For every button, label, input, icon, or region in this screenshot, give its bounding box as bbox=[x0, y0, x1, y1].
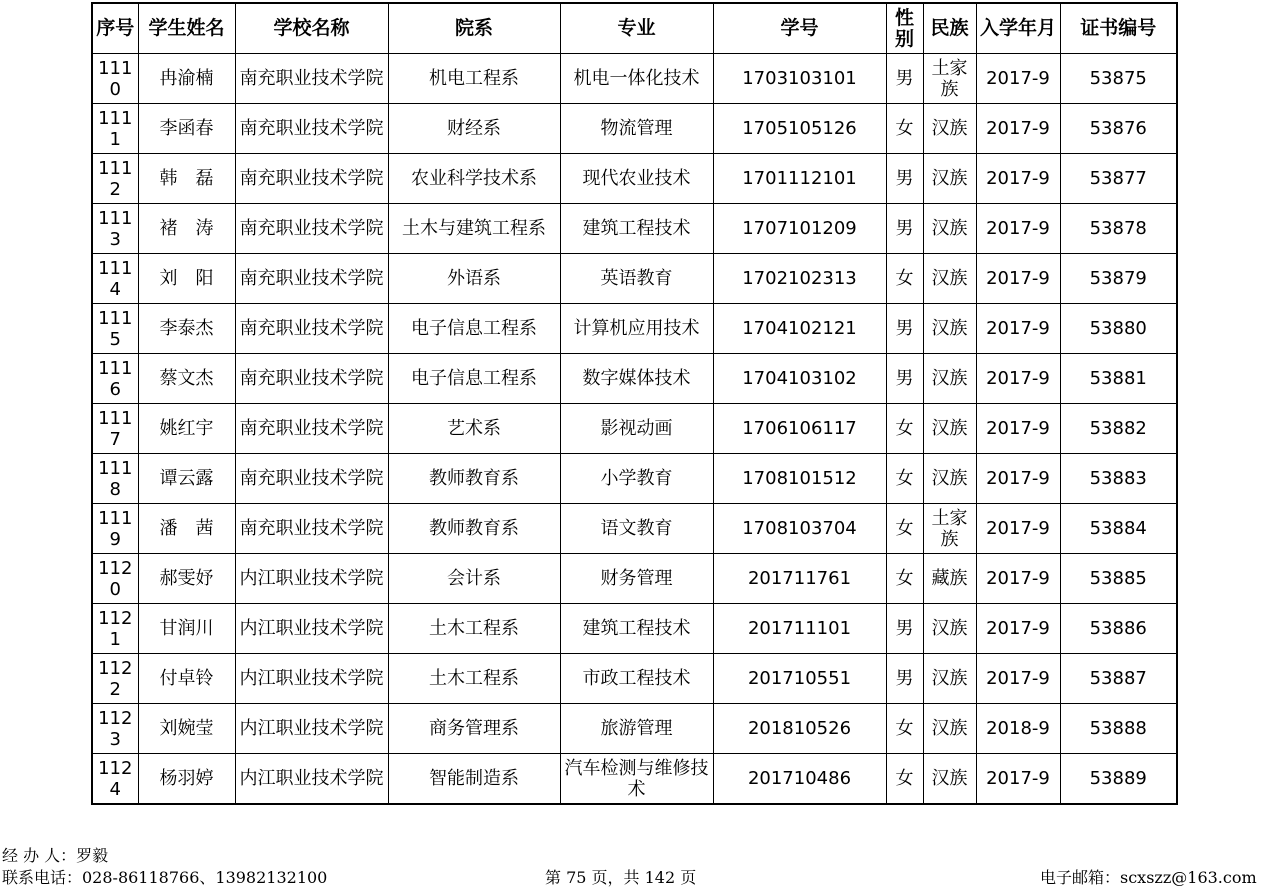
gender-cell: 女 bbox=[886, 554, 923, 604]
header-ethnicity: 民族 bbox=[923, 3, 976, 54]
header-department: 院系 bbox=[388, 3, 560, 54]
certificate-cell: 53881 bbox=[1060, 354, 1177, 404]
seq-cell: 1120 bbox=[92, 554, 138, 604]
certificate-cell: 53886 bbox=[1060, 604, 1177, 654]
ethnicity-cell: 汉族 bbox=[923, 454, 976, 504]
seq-cell: 1121 bbox=[92, 604, 138, 654]
major-cell: 财务管理 bbox=[560, 554, 713, 604]
name-cell: 杨羽婷 bbox=[138, 754, 235, 805]
certificate-cell: 53888 bbox=[1060, 704, 1177, 754]
table-body bbox=[92, 54, 1177, 805]
table-row bbox=[92, 104, 1177, 154]
major-cell: 建筑工程技术 bbox=[560, 604, 713, 654]
student-id-cell: 1704103102 bbox=[713, 354, 886, 404]
department-cell: 教师教育系 bbox=[388, 454, 560, 504]
school-cell: 南充职业技术学院 bbox=[235, 54, 388, 104]
major-cell: 机电一体化技术 bbox=[560, 54, 713, 104]
table-row bbox=[92, 304, 1177, 354]
major-cell: 物流管理 bbox=[560, 104, 713, 154]
gender-cell: 女 bbox=[886, 504, 923, 554]
certificate-cell: 53884 bbox=[1060, 504, 1177, 554]
student-id-cell: 201710551 bbox=[713, 654, 886, 704]
header-seq: 序号 bbox=[92, 3, 138, 54]
department-cell: 土木与建筑工程系 bbox=[388, 204, 560, 254]
header-major: 专业 bbox=[560, 3, 713, 54]
student-id-cell: 1701112101 bbox=[713, 154, 886, 204]
table-row bbox=[92, 204, 1177, 254]
seq-cell: 1119 bbox=[92, 504, 138, 554]
department-cell: 土木工程系 bbox=[388, 604, 560, 654]
ethnicity-cell: 汉族 bbox=[923, 154, 976, 204]
department-cell: 智能制造系 bbox=[388, 754, 560, 805]
school-cell: 南充职业技术学院 bbox=[235, 154, 388, 204]
seq-cell: 1123 bbox=[92, 704, 138, 754]
certificate-cell: 53883 bbox=[1060, 454, 1177, 504]
student-roster-table bbox=[91, 2, 1178, 805]
ethnicity-cell: 汉族 bbox=[923, 254, 976, 304]
major-cell: 英语教育 bbox=[560, 254, 713, 304]
enrollment-cell: 2017-9 bbox=[976, 354, 1060, 404]
gender-cell: 男 bbox=[886, 354, 923, 404]
student-id-cell: 201711761 bbox=[713, 554, 886, 604]
name-cell: 郝雯妤 bbox=[138, 554, 235, 604]
school-cell: 内江职业技术学院 bbox=[235, 604, 388, 654]
department-cell: 外语系 bbox=[388, 254, 560, 304]
seq-cell: 1110 bbox=[92, 54, 138, 104]
enrollment-cell: 2017-9 bbox=[976, 104, 1060, 154]
major-cell: 市政工程技术 bbox=[560, 654, 713, 704]
gender-cell: 男 bbox=[886, 204, 923, 254]
phone-text: 联系电话：028-86118766、13982132100 bbox=[2, 868, 328, 887]
table-row bbox=[92, 404, 1177, 454]
gender-cell: 男 bbox=[886, 654, 923, 704]
department-cell: 财经系 bbox=[388, 104, 560, 154]
name-cell: 谭云露 bbox=[138, 454, 235, 504]
seq-cell: 1117 bbox=[92, 404, 138, 454]
enrollment-cell: 2017-9 bbox=[976, 654, 1060, 704]
department-cell: 教师教育系 bbox=[388, 504, 560, 554]
student-id-cell: 201711101 bbox=[713, 604, 886, 654]
certificate-cell: 53889 bbox=[1060, 754, 1177, 805]
table-row bbox=[92, 254, 1177, 304]
name-cell: 姚红宇 bbox=[138, 404, 235, 454]
student-id-cell: 1703103101 bbox=[713, 54, 886, 104]
school-cell: 南充职业技术学院 bbox=[235, 104, 388, 154]
handler-text: 经 办 人：罗毅 bbox=[2, 846, 109, 865]
name-cell: 褚 涛 bbox=[138, 204, 235, 254]
header-enrollment: 入学年月 bbox=[976, 3, 1060, 54]
table-row bbox=[92, 754, 1177, 805]
ethnicity-cell: 汉族 bbox=[923, 204, 976, 254]
gender-cell: 女 bbox=[886, 104, 923, 154]
ethnicity-cell: 土家族 bbox=[923, 504, 976, 554]
enrollment-cell: 2017-9 bbox=[976, 604, 1060, 654]
department-cell: 电子信息工程系 bbox=[388, 304, 560, 354]
school-cell: 南充职业技术学院 bbox=[235, 454, 388, 504]
department-cell: 商务管理系 bbox=[388, 704, 560, 754]
seq-cell: 1116 bbox=[92, 354, 138, 404]
header-gender: 性别 bbox=[886, 3, 923, 54]
footer-contact bbox=[2, 845, 327, 889]
seq-cell: 1111 bbox=[92, 104, 138, 154]
table-row bbox=[92, 354, 1177, 404]
department-cell: 机电工程系 bbox=[388, 54, 560, 104]
school-cell: 南充职业技术学院 bbox=[235, 254, 388, 304]
certificate-cell: 53876 bbox=[1060, 104, 1177, 154]
major-cell: 旅游管理 bbox=[560, 704, 713, 754]
gender-cell: 男 bbox=[886, 604, 923, 654]
ethnicity-cell: 汉族 bbox=[923, 104, 976, 154]
major-cell: 建筑工程技术 bbox=[560, 204, 713, 254]
department-cell: 会计系 bbox=[388, 554, 560, 604]
student-id-cell: 201710486 bbox=[713, 754, 886, 805]
gender-cell: 男 bbox=[886, 304, 923, 354]
seq-cell: 1112 bbox=[92, 154, 138, 204]
enrollment-cell: 2017-9 bbox=[976, 154, 1060, 204]
name-cell: 甘润川 bbox=[138, 604, 235, 654]
enrollment-cell: 2017-9 bbox=[976, 754, 1060, 805]
school-cell: 南充职业技术学院 bbox=[235, 354, 388, 404]
table-row bbox=[92, 504, 1177, 554]
name-cell: 潘 茜 bbox=[138, 504, 235, 554]
enrollment-cell: 2017-9 bbox=[976, 504, 1060, 554]
name-cell: 付卓铃 bbox=[138, 654, 235, 704]
certificate-cell: 53877 bbox=[1060, 154, 1177, 204]
seq-cell: 1114 bbox=[92, 254, 138, 304]
student-id-cell: 1708101512 bbox=[713, 454, 886, 504]
certificate-cell: 53875 bbox=[1060, 54, 1177, 104]
email-text: 电子邮箱：scxszz@163.com bbox=[1040, 868, 1257, 887]
ethnicity-cell: 汉族 bbox=[923, 404, 976, 454]
certificate-cell: 53885 bbox=[1060, 554, 1177, 604]
certificate-cell: 53882 bbox=[1060, 404, 1177, 454]
table-row bbox=[92, 154, 1177, 204]
gender-cell: 女 bbox=[886, 404, 923, 454]
major-cell: 汽车检测与维修技术 bbox=[560, 754, 713, 805]
ethnicity-cell: 土家族 bbox=[923, 54, 976, 104]
gender-cell: 女 bbox=[886, 254, 923, 304]
department-cell: 土木工程系 bbox=[388, 654, 560, 704]
school-cell: 南充职业技术学院 bbox=[235, 404, 388, 454]
student-id-cell: 1708103704 bbox=[713, 504, 886, 554]
enrollment-cell: 2017-9 bbox=[976, 554, 1060, 604]
major-cell: 小学教育 bbox=[560, 454, 713, 504]
enrollment-cell: 2017-9 bbox=[976, 254, 1060, 304]
enrollment-cell: 2017-9 bbox=[976, 454, 1060, 504]
enrollment-cell: 2017-9 bbox=[976, 54, 1060, 104]
table-row bbox=[92, 54, 1177, 104]
gender-cell: 男 bbox=[886, 54, 923, 104]
name-cell: 蔡文杰 bbox=[138, 354, 235, 404]
major-cell: 数字媒体技术 bbox=[560, 354, 713, 404]
gender-cell: 男 bbox=[886, 154, 923, 204]
table-row bbox=[92, 554, 1177, 604]
certificate-cell: 53880 bbox=[1060, 304, 1177, 354]
ethnicity-cell: 汉族 bbox=[923, 654, 976, 704]
header-student-id: 学号 bbox=[713, 3, 886, 54]
department-cell: 农业科学技术系 bbox=[388, 154, 560, 204]
school-cell: 内江职业技术学院 bbox=[235, 654, 388, 704]
school-cell: 内江职业技术学院 bbox=[235, 754, 388, 805]
enrollment-cell: 2017-9 bbox=[976, 404, 1060, 454]
seq-cell: 1122 bbox=[92, 654, 138, 704]
gender-cell: 女 bbox=[886, 754, 923, 805]
name-cell: 冉渝楠 bbox=[138, 54, 235, 104]
page-indicator: 第 75 页，共 142 页 bbox=[545, 868, 697, 887]
school-cell: 内江职业技术学院 bbox=[235, 704, 388, 754]
certificate-cell: 53887 bbox=[1060, 654, 1177, 704]
header-name: 学生姓名 bbox=[138, 3, 235, 54]
certificate-cell: 53879 bbox=[1060, 254, 1177, 304]
name-cell: 李泰杰 bbox=[138, 304, 235, 354]
table-header-row bbox=[92, 3, 1177, 54]
name-cell: 刘婉莹 bbox=[138, 704, 235, 754]
gender-cell: 女 bbox=[886, 454, 923, 504]
school-cell: 南充职业技术学院 bbox=[235, 504, 388, 554]
ethnicity-cell: 汉族 bbox=[923, 754, 976, 805]
student-id-cell: 201810526 bbox=[713, 704, 886, 754]
student-id-cell: 1707101209 bbox=[713, 204, 886, 254]
major-cell: 影视动画 bbox=[560, 404, 713, 454]
ethnicity-cell: 汉族 bbox=[923, 354, 976, 404]
table-row bbox=[92, 654, 1177, 704]
major-cell: 现代农业技术 bbox=[560, 154, 713, 204]
table-row bbox=[92, 454, 1177, 504]
certificate-cell: 53878 bbox=[1060, 204, 1177, 254]
student-id-cell: 1702102313 bbox=[713, 254, 886, 304]
table-row bbox=[92, 704, 1177, 754]
name-cell: 李函春 bbox=[138, 104, 235, 154]
department-cell: 电子信息工程系 bbox=[388, 354, 560, 404]
department-cell: 艺术系 bbox=[388, 404, 560, 454]
seq-cell: 1118 bbox=[92, 454, 138, 504]
student-id-cell: 1704102121 bbox=[713, 304, 886, 354]
school-cell: 内江职业技术学院 bbox=[235, 554, 388, 604]
ethnicity-cell: 藏族 bbox=[923, 554, 976, 604]
enrollment-cell: 2018-9 bbox=[976, 704, 1060, 754]
student-id-cell: 1705105126 bbox=[713, 104, 886, 154]
gender-cell: 女 bbox=[886, 704, 923, 754]
seq-cell: 1124 bbox=[92, 754, 138, 805]
student-id-cell: 1706106117 bbox=[713, 404, 886, 454]
seq-cell: 1115 bbox=[92, 304, 138, 354]
school-cell: 南充职业技术学院 bbox=[235, 204, 388, 254]
header-certificate: 证书编号 bbox=[1060, 3, 1177, 54]
enrollment-cell: 2017-9 bbox=[976, 304, 1060, 354]
major-cell: 语文教育 bbox=[560, 504, 713, 554]
header-school: 学校名称 bbox=[235, 3, 388, 54]
name-cell: 韩 磊 bbox=[138, 154, 235, 204]
ethnicity-cell: 汉族 bbox=[923, 304, 976, 354]
ethnicity-cell: 汉族 bbox=[923, 704, 976, 754]
name-cell: 刘 阳 bbox=[138, 254, 235, 304]
ethnicity-cell: 汉族 bbox=[923, 604, 976, 654]
seq-cell: 1113 bbox=[92, 204, 138, 254]
major-cell: 计算机应用技术 bbox=[560, 304, 713, 354]
table-row bbox=[92, 604, 1177, 654]
enrollment-cell: 2017-9 bbox=[976, 204, 1060, 254]
school-cell: 南充职业技术学院 bbox=[235, 304, 388, 354]
